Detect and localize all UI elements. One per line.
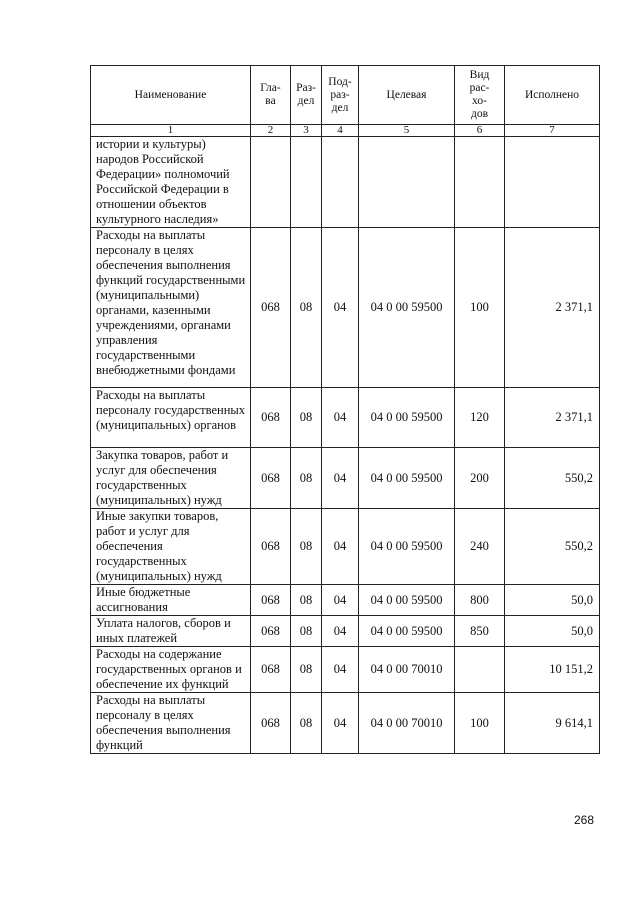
row-amount-cell: 2 371,1: [505, 388, 600, 448]
table-row: [91, 448, 600, 509]
table-row: [91, 509, 600, 585]
column-number: 3: [291, 125, 322, 137]
row-vid-cell: 200: [455, 448, 505, 509]
table-row: [91, 616, 600, 647]
table-row: [91, 647, 600, 693]
row-amount-cell: [505, 137, 600, 228]
row-target-cell: [359, 137, 455, 228]
column-number: 5: [359, 125, 455, 137]
row-podrazdel-cell: 04: [322, 585, 359, 616]
row-name-cell: Уплата налогов, сборов и иных платежей: [91, 616, 251, 647]
row-razdel-cell: 08: [291, 647, 322, 693]
row-podrazdel-cell: 04: [322, 509, 359, 585]
row-vid-cell: [455, 137, 505, 228]
row-podrazdel-cell: 04: [322, 616, 359, 647]
header-name: Наименование: [91, 66, 251, 125]
row-razdel-cell: 08: [291, 228, 322, 388]
row-vid-cell: 100: [455, 228, 505, 388]
row-name-cell: Расходы на выплаты персоналу государственных (муниципальных) органов: [91, 388, 251, 448]
row-razdel-cell: 08: [291, 693, 322, 754]
row-razdel-cell: 08: [291, 616, 322, 647]
row-glava-cell: 068: [251, 448, 291, 509]
row-name-cell: Иные закупки товаров, работ и услуг для обеспечения государственных (муниципальных) нужд: [91, 509, 251, 585]
row-podrazdel-cell: 04: [322, 388, 359, 448]
header-razdel: Раз- дел: [291, 66, 322, 125]
table-row: [91, 137, 600, 228]
row-podrazdel-cell: 04: [322, 647, 359, 693]
row-podrazdel-cell: 04: [322, 228, 359, 388]
column-number: 7: [505, 125, 600, 137]
column-number-row: [91, 125, 600, 137]
header-glava: Гла- ва: [251, 66, 291, 125]
row-razdel-cell: 08: [291, 448, 322, 509]
row-amount-cell: 550,2: [505, 448, 600, 509]
row-vid-cell: 100: [455, 693, 505, 754]
column-number: 1: [91, 125, 251, 137]
column-number: 4: [322, 125, 359, 137]
row-amount-cell: 50,0: [505, 616, 600, 647]
row-target-cell: 04 0 00 59500: [359, 228, 455, 388]
row-amount-cell: 2 371,1: [505, 228, 600, 388]
row-amount-cell: 10 151,2: [505, 647, 600, 693]
header-row: [91, 66, 600, 125]
row-razdel-cell: 08: [291, 509, 322, 585]
header-executed: Исполнено: [505, 66, 600, 125]
row-amount-cell: 550,2: [505, 509, 600, 585]
column-number: 6: [455, 125, 505, 137]
table-row: [91, 228, 600, 388]
row-vid-cell: 240: [455, 509, 505, 585]
row-name-cell: Расходы на содержание государственных органов и обеспечение их функций: [91, 647, 251, 693]
row-vid-cell: 800: [455, 585, 505, 616]
row-target-cell: 04 0 00 59500: [359, 616, 455, 647]
row-name-cell: истории и культуры) народов Российской Федерации» полномочий Российской Федерации в отношении объектов культурного наследия»: [91, 137, 251, 228]
row-vid-cell: 850: [455, 616, 505, 647]
row-target-cell: 04 0 00 70010: [359, 647, 455, 693]
row-podrazdel-cell: 04: [322, 448, 359, 509]
row-name-cell: Расходы на выплаты персоналу в целях обеспечения выполнения функций: [91, 693, 251, 754]
table-row: [91, 388, 600, 448]
row-name-cell: Расходы на выплаты персоналу в целях обеспечения выполнения функций государственными (муниципальными) органами, казенными учреждениями, органами управления государственными внебюджетными фондами: [91, 228, 251, 388]
row-podrazdel-cell: [322, 137, 359, 228]
header-podrazdel: Под- раз- дел: [322, 66, 359, 125]
header-target: Целевая: [359, 66, 455, 125]
row-amount-cell: 50,0: [505, 585, 600, 616]
row-razdel-cell: [291, 137, 322, 228]
column-number: 2: [251, 125, 291, 137]
row-glava-cell: 068: [251, 616, 291, 647]
page-number: 268: [573, 813, 594, 827]
row-razdel-cell: 08: [291, 388, 322, 448]
table-row: [91, 693, 600, 754]
row-name-cell: Иные бюджетные ассигнования: [91, 585, 251, 616]
row-name-cell: Закупка товаров, работ и услуг для обеспечения государственных (муниципальных) нужд: [91, 448, 251, 509]
row-target-cell: 04 0 00 70010: [359, 693, 455, 754]
row-glava-cell: 068: [251, 585, 291, 616]
row-glava-cell: 068: [251, 647, 291, 693]
row-target-cell: 04 0 00 59500: [359, 448, 455, 509]
row-glava-cell: [251, 137, 291, 228]
header-vid: Вид рас- хо- дов: [455, 66, 505, 125]
row-target-cell: 04 0 00 59500: [359, 388, 455, 448]
row-target-cell: 04 0 00 59500: [359, 509, 455, 585]
row-podrazdel-cell: 04: [322, 693, 359, 754]
row-glava-cell: 068: [251, 228, 291, 388]
row-vid-cell: [455, 647, 505, 693]
table-body: [91, 137, 600, 754]
row-razdel-cell: 08: [291, 585, 322, 616]
row-amount-cell: 9 614,1: [505, 693, 600, 754]
budget-execution-table: [90, 65, 600, 754]
row-glava-cell: 068: [251, 388, 291, 448]
row-glava-cell: 068: [251, 693, 291, 754]
row-glava-cell: 068: [251, 509, 291, 585]
table-row: [91, 585, 600, 616]
row-vid-cell: 120: [455, 388, 505, 448]
row-target-cell: 04 0 00 59500: [359, 585, 455, 616]
